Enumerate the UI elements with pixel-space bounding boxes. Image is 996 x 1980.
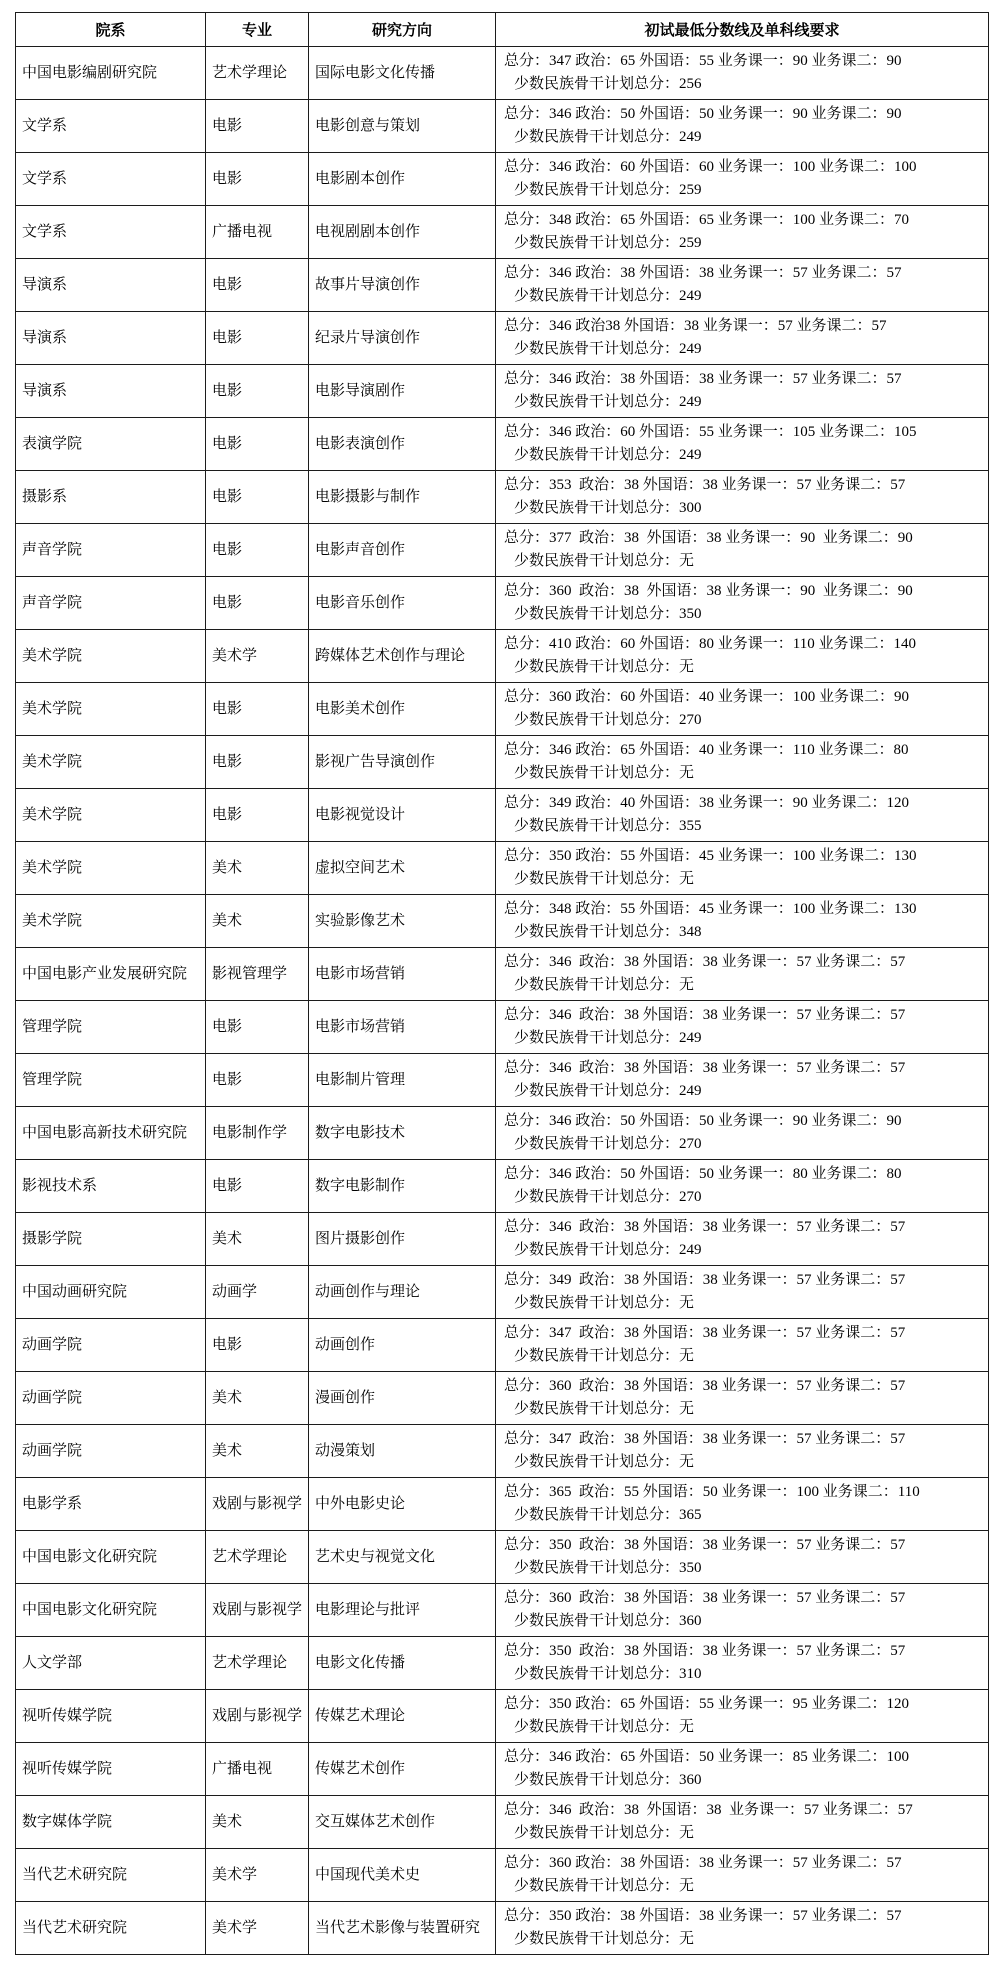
table-row (16, 1213, 989, 1266)
score-line-minority-plan: 少数民族骨干计划总分：259 (514, 235, 702, 251)
score-requirements-cell (496, 1849, 989, 1902)
department-cell: 数字媒体学院 (16, 1796, 206, 1849)
major-cell: 电影 (206, 1001, 309, 1054)
score-line-main: 总分：346 政治：65 外国语：40 业务课一：110 业务课二：80 (504, 742, 909, 758)
department-cell: 中国电影文化研究院 (16, 1584, 206, 1637)
research-direction-cell: 中国现代美术史 (309, 1849, 496, 1902)
department-cell: 电影学系 (16, 1478, 206, 1531)
major-cell: 影视管理学 (206, 948, 309, 1001)
score-line-main: 总分：347 政治：65 外国语：55 业务课一：90 业务课二：90 (504, 53, 902, 69)
research-direction-cell: 纪录片导演创作 (309, 312, 496, 365)
department-cell: 摄影学院 (16, 1213, 206, 1266)
score-requirements-cell (496, 630, 989, 683)
score-requirements-cell (496, 206, 989, 259)
score-line-main: 总分：350 政治：38 外国语：38 业务课一：57 业务课二：57 (504, 1537, 906, 1553)
research-direction-cell: 传媒艺术理论 (309, 1690, 496, 1743)
department-cell: 人文学部 (16, 1637, 206, 1690)
score-requirements-cell (496, 153, 989, 206)
table-header (16, 13, 989, 47)
col-header-department: 院系 (16, 13, 206, 47)
major-cell: 戏剧与影视学 (206, 1478, 309, 1531)
table-body (16, 47, 989, 1955)
major-cell: 戏剧与影视学 (206, 1584, 309, 1637)
score-line-minority-plan: 少数民族骨干计划总分：350 (514, 1560, 702, 1576)
score-requirements-cell (496, 100, 989, 153)
score-line-main: 总分：348 政治：55 外国语：45 业务课一：100 业务课二：130 (504, 901, 917, 917)
score-line-main: 总分：360 政治：38 外国语：38 业务课一：90 业务课二：90 (504, 583, 913, 599)
research-direction-cell: 电影摄影与制作 (309, 471, 496, 524)
major-cell: 电影制作学 (206, 1107, 309, 1160)
score-requirements-cell (496, 1690, 989, 1743)
score-line-main: 总分：346 政治：38 外国语：38 业务课一：57 业务课二：57 (504, 265, 902, 281)
major-cell: 美术 (206, 1213, 309, 1266)
table-row (16, 948, 989, 1001)
major-cell: 电影 (206, 1160, 309, 1213)
major-cell: 电影 (206, 736, 309, 789)
score-table (15, 12, 989, 1955)
score-line-minority-plan: 少数民族骨干计划总分：360 (514, 1613, 702, 1629)
major-cell: 艺术学理论 (206, 1531, 309, 1584)
department-cell: 中国电影产业发展研究院 (16, 948, 206, 1001)
table-row (16, 1266, 989, 1319)
score-line-main: 总分：346 政治：38 外国语：38 业务课一：57 业务课二：57 (504, 371, 902, 387)
department-cell: 当代艺术研究院 (16, 1849, 206, 1902)
score-line-main: 总分：348 政治：65 外国语：65 业务课一：100 业务课二：70 (504, 212, 910, 228)
score-line-minority-plan: 少数民族骨干计划总分：无 (514, 1878, 695, 1894)
research-direction-cell: 数字电影制作 (309, 1160, 496, 1213)
major-cell: 电影 (206, 471, 309, 524)
table-row (16, 630, 989, 683)
major-cell: 电影 (206, 100, 309, 153)
table-row (16, 1796, 989, 1849)
table-row (16, 418, 989, 471)
major-cell: 美术学 (206, 1902, 309, 1955)
department-cell: 影视技术系 (16, 1160, 206, 1213)
score-line-minority-plan: 少数民族骨干计划总分：259 (514, 182, 702, 198)
score-requirements-cell (496, 1425, 989, 1478)
research-direction-cell: 电影理论与批评 (309, 1584, 496, 1637)
department-cell: 管理学院 (16, 1001, 206, 1054)
major-cell: 电影 (206, 1054, 309, 1107)
department-cell: 声音学院 (16, 577, 206, 630)
table-row (16, 895, 989, 948)
score-line-main: 总分：360 政治：60 外国语：40 业务课一：100 业务课二：90 (504, 689, 910, 705)
score-line-minority-plan: 少数民族骨干计划总分：310 (514, 1666, 702, 1682)
table-row (16, 100, 989, 153)
department-cell: 当代艺术研究院 (16, 1902, 206, 1955)
score-line-main: 总分：346 政治：38 外国语：38 业务课一：57 业务课二：57 (504, 1007, 906, 1023)
research-direction-cell: 动漫策划 (309, 1425, 496, 1478)
research-direction-cell: 电影制片管理 (309, 1054, 496, 1107)
research-direction-cell: 艺术史与视觉文化 (309, 1531, 496, 1584)
table-row (16, 1001, 989, 1054)
score-requirements-cell (496, 365, 989, 418)
score-requirements-cell (496, 1160, 989, 1213)
table-row (16, 577, 989, 630)
major-cell: 电影 (206, 524, 309, 577)
score-requirements-cell (496, 736, 989, 789)
table-row (16, 1478, 989, 1531)
major-cell: 电影 (206, 153, 309, 206)
major-cell: 美术 (206, 1796, 309, 1849)
header-row (16, 13, 989, 47)
table-row (16, 524, 989, 577)
table-row (16, 1584, 989, 1637)
table-row (16, 206, 989, 259)
score-line-minority-plan: 少数民族骨干计划总分：249 (514, 1030, 702, 1046)
score-line-main: 总分：347 政治：38 外国语：38 业务课一：57 业务课二：57 (504, 1325, 906, 1341)
major-cell: 电影 (206, 259, 309, 312)
major-cell: 美术学 (206, 630, 309, 683)
score-requirements-cell (496, 842, 989, 895)
score-line-minority-plan: 少数民族骨干计划总分：无 (514, 1295, 695, 1311)
major-cell: 广播电视 (206, 1743, 309, 1796)
department-cell: 导演系 (16, 312, 206, 365)
score-line-main: 总分：346 政治：38 外国语：38 业务课一：57 业务课二：57 (504, 1802, 913, 1818)
research-direction-cell: 电影声音创作 (309, 524, 496, 577)
major-cell: 电影 (206, 683, 309, 736)
department-cell: 声音学院 (16, 524, 206, 577)
major-cell: 电影 (206, 312, 309, 365)
table-row (16, 1902, 989, 1955)
score-line-minority-plan: 少数民族骨干计划总分：无 (514, 1454, 695, 1470)
score-requirements-cell (496, 259, 989, 312)
research-direction-cell: 电影导演剧作 (309, 365, 496, 418)
score-line-main: 总分：350 政治：38 外国语：38 业务课一：57 业务课二：57 (504, 1908, 902, 1924)
department-cell: 中国电影文化研究院 (16, 1531, 206, 1584)
research-direction-cell: 交互媒体艺术创作 (309, 1796, 496, 1849)
research-direction-cell: 故事片导演创作 (309, 259, 496, 312)
major-cell: 电影 (206, 365, 309, 418)
score-line-main: 总分：347 政治：38 外国语：38 业务课一：57 业务课二：57 (504, 1431, 906, 1447)
table-row (16, 1690, 989, 1743)
research-direction-cell: 中外电影史论 (309, 1478, 496, 1531)
table-row (16, 683, 989, 736)
score-line-main: 总分：349 政治：40 外国语：38 业务课一：90 业务课二：120 (504, 795, 910, 811)
score-requirements-cell (496, 524, 989, 577)
score-line-main: 总分：346 政治：50 外国语：50 业务课一：80 业务课二：80 (504, 1166, 902, 1182)
major-cell: 美术 (206, 1372, 309, 1425)
score-line-minority-plan: 少数民族骨干计划总分：无 (514, 1348, 695, 1364)
department-cell: 中国动画研究院 (16, 1266, 206, 1319)
score-requirements-cell (496, 1001, 989, 1054)
score-line-minority-plan: 少数民族骨干计划总分：270 (514, 712, 702, 728)
table-row (16, 365, 989, 418)
major-cell: 电影 (206, 1319, 309, 1372)
score-line-main: 总分：346 政治38 外国语：38 业务课一：57 业务课二：57 (504, 318, 887, 334)
score-line-minority-plan: 少数民族骨干计划总分：249 (514, 1242, 702, 1258)
table-row (16, 1849, 989, 1902)
score-line-main: 总分：346 政治：38 外国语：38 业务课一：57 业务课二：57 (504, 954, 906, 970)
research-direction-cell: 当代艺术影像与装置研究 (309, 1902, 496, 1955)
table-row (16, 1743, 989, 1796)
table-row (16, 842, 989, 895)
table-row (16, 736, 989, 789)
research-direction-cell: 传媒艺术创作 (309, 1743, 496, 1796)
score-line-main: 总分：346 政治：60 外国语：55 业务课一：105 业务课二：105 (504, 424, 917, 440)
department-cell: 管理学院 (16, 1054, 206, 1107)
research-direction-cell: 电影美术创作 (309, 683, 496, 736)
score-requirements-cell (496, 1584, 989, 1637)
research-direction-cell: 漫画创作 (309, 1372, 496, 1425)
research-direction-cell: 跨媒体艺术创作与理论 (309, 630, 496, 683)
department-cell: 美术学院 (16, 789, 206, 842)
score-requirements-cell (496, 1743, 989, 1796)
score-line-minority-plan: 少数民族骨干计划总分：无 (514, 553, 695, 569)
research-direction-cell: 电视剧剧本创作 (309, 206, 496, 259)
score-requirements-cell (496, 471, 989, 524)
score-line-minority-plan: 少数民族骨干计划总分：350 (514, 606, 702, 622)
research-direction-cell: 数字电影技术 (309, 1107, 496, 1160)
score-line-main: 总分：377 政治：38 外国语：38 业务课一：90 业务课二：90 (504, 530, 913, 546)
department-cell: 中国电影高新技术研究院 (16, 1107, 206, 1160)
score-line-main: 总分：346 政治：50 外国语：50 业务课一：90 业务课二：90 (504, 1113, 902, 1129)
table-row (16, 1107, 989, 1160)
score-requirements-cell (496, 683, 989, 736)
score-line-minority-plan: 少数民族骨干计划总分：249 (514, 1083, 702, 1099)
department-cell: 中国电影编剧研究院 (16, 47, 206, 100)
department-cell: 动画学院 (16, 1319, 206, 1372)
score-line-minority-plan: 少数民族骨干计划总分：256 (514, 76, 702, 92)
score-line-main: 总分：350 政治：65 外国语：55 业务课一：95 业务课二：120 (504, 1696, 910, 1712)
score-requirements-cell (496, 1266, 989, 1319)
score-line-main: 总分：410 政治：60 外国语：80 业务课一：110 业务课二：140 (504, 636, 916, 652)
score-requirements-cell (496, 789, 989, 842)
major-cell: 美术学 (206, 1849, 309, 1902)
score-line-minority-plan: 少数民族骨干计划总分：无 (514, 1401, 695, 1417)
table-row (16, 153, 989, 206)
research-direction-cell: 电影视觉设计 (309, 789, 496, 842)
research-direction-cell: 动画创作与理论 (309, 1266, 496, 1319)
score-requirements-cell (496, 1054, 989, 1107)
score-requirements-cell (496, 47, 989, 100)
score-requirements-cell (496, 1478, 989, 1531)
research-direction-cell: 虚拟空间艺术 (309, 842, 496, 895)
research-direction-cell: 国际电影文化传播 (309, 47, 496, 100)
department-cell: 文学系 (16, 206, 206, 259)
department-cell: 动画学院 (16, 1425, 206, 1478)
score-requirements-cell (496, 1637, 989, 1690)
research-direction-cell: 电影市场营销 (309, 1001, 496, 1054)
score-line-main: 总分：360 政治：38 外国语：38 业务课一：57 业务课二：57 (504, 1855, 902, 1871)
department-cell: 美术学院 (16, 895, 206, 948)
score-line-main: 总分：350 政治：55 外国语：45 业务课一：100 业务课二：130 (504, 848, 917, 864)
score-requirements-cell (496, 577, 989, 630)
col-header-score-requirements: 初试最低分数线及单科线要求 (496, 13, 989, 47)
research-direction-cell: 电影音乐创作 (309, 577, 496, 630)
department-cell: 美术学院 (16, 736, 206, 789)
score-requirements-cell (496, 418, 989, 471)
major-cell: 美术 (206, 895, 309, 948)
department-cell: 表演学院 (16, 418, 206, 471)
major-cell: 艺术学理论 (206, 47, 309, 100)
table-row (16, 1054, 989, 1107)
department-cell: 视听传媒学院 (16, 1743, 206, 1796)
score-line-minority-plan: 少数民族骨干计划总分：249 (514, 394, 702, 410)
score-requirements-cell (496, 1107, 989, 1160)
major-cell: 戏剧与影视学 (206, 1690, 309, 1743)
score-line-main: 总分：349 政治：38 外国语：38 业务课一：57 业务课二：57 (504, 1272, 906, 1288)
major-cell: 电影 (206, 789, 309, 842)
major-cell: 艺术学理论 (206, 1637, 309, 1690)
major-cell: 电影 (206, 577, 309, 630)
major-cell: 动画学 (206, 1266, 309, 1319)
research-direction-cell: 电影创意与策划 (309, 100, 496, 153)
score-requirements-cell (496, 948, 989, 1001)
table-row (16, 1425, 989, 1478)
department-cell: 视听传媒学院 (16, 1690, 206, 1743)
score-line-minority-plan: 少数民族骨干计划总分：249 (514, 288, 702, 304)
major-cell: 美术 (206, 842, 309, 895)
score-line-minority-plan: 少数民族骨干计划总分：348 (514, 924, 702, 940)
score-requirements-cell (496, 312, 989, 365)
score-line-main: 总分：360 政治：38 外国语：38 业务课一：57 业务课二：57 (504, 1590, 906, 1606)
score-line-minority-plan: 少数民族骨干计划总分：249 (514, 129, 702, 145)
score-line-minority-plan: 少数民族骨干计划总分：249 (514, 447, 702, 463)
score-line-main: 总分：360 政治：38 外国语：38 业务课一：57 业务课二：57 (504, 1378, 906, 1394)
research-direction-cell: 影视广告导演创作 (309, 736, 496, 789)
score-line-main: 总分：346 政治：38 外国语：38 业务课一：57 业务课二：57 (504, 1060, 906, 1076)
department-cell: 美术学院 (16, 842, 206, 895)
score-line-minority-plan: 少数民族骨干计划总分：无 (514, 1931, 695, 1947)
major-cell: 电影 (206, 418, 309, 471)
score-line-minority-plan: 少数民族骨干计划总分：270 (514, 1136, 702, 1152)
score-line-minority-plan: 少数民族骨干计划总分：无 (514, 977, 695, 993)
table-row (16, 1531, 989, 1584)
score-requirements-cell (496, 1213, 989, 1266)
department-cell: 导演系 (16, 259, 206, 312)
table-row (16, 47, 989, 100)
score-line-main: 总分：346 政治：38 外国语：38 业务课一：57 业务课二：57 (504, 1219, 906, 1235)
department-cell: 动画学院 (16, 1372, 206, 1425)
col-header-research-direction: 研究方向 (309, 13, 496, 47)
department-cell: 文学系 (16, 100, 206, 153)
score-requirements-cell (496, 1902, 989, 1955)
score-line-main: 总分：365 政治：55 外国语：50 业务课一：100 业务课二：110 (504, 1484, 920, 1500)
table-row (16, 1637, 989, 1690)
research-direction-cell: 电影市场营销 (309, 948, 496, 1001)
score-line-main: 总分：353 政治：38 外国语：38 业务课一：57 业务课二：57 (504, 477, 906, 493)
research-direction-cell: 电影文化传播 (309, 1637, 496, 1690)
score-line-main: 总分：346 政治：65 外国语：50 业务课一：85 业务课二：100 (504, 1749, 910, 1765)
score-line-minority-plan: 少数民族骨干计划总分：249 (514, 341, 702, 357)
research-direction-cell: 电影剧本创作 (309, 153, 496, 206)
score-line-main: 总分：346 政治：60 外国语：60 业务课一：100 业务课二：100 (504, 159, 917, 175)
score-line-minority-plan: 少数民族骨干计划总分：无 (514, 871, 695, 887)
table-row (16, 471, 989, 524)
research-direction-cell: 图片摄影创作 (309, 1213, 496, 1266)
major-cell: 美术 (206, 1425, 309, 1478)
research-direction-cell: 动画创作 (309, 1319, 496, 1372)
table-row (16, 1319, 989, 1372)
table-row (16, 1160, 989, 1213)
col-header-major: 专业 (206, 13, 309, 47)
score-line-minority-plan: 少数民族骨干计划总分：360 (514, 1772, 702, 1788)
score-requirements-cell (496, 1796, 989, 1849)
score-requirements-cell (496, 1319, 989, 1372)
table-row (16, 789, 989, 842)
score-requirements-cell (496, 1372, 989, 1425)
score-requirements-cell (496, 1531, 989, 1584)
score-line-minority-plan: 少数民族骨干计划总分：无 (514, 1825, 695, 1841)
table-row (16, 1372, 989, 1425)
score-line-minority-plan: 少数民族骨干计划总分：300 (514, 500, 702, 516)
score-line-main: 总分：346 政治：50 外国语：50 业务课一：90 业务课二：90 (504, 106, 902, 122)
score-line-minority-plan: 少数民族骨干计划总分：355 (514, 818, 702, 834)
score-line-minority-plan: 少数民族骨干计划总分：365 (514, 1507, 702, 1523)
department-cell: 美术学院 (16, 683, 206, 736)
score-line-main: 总分：350 政治：38 外国语：38 业务课一：57 业务课二：57 (504, 1643, 906, 1659)
score-line-minority-plan: 少数民族骨干计划总分：无 (514, 1719, 695, 1735)
score-requirements-cell (496, 895, 989, 948)
table-row (16, 259, 989, 312)
research-direction-cell: 实验影像艺术 (309, 895, 496, 948)
major-cell: 广播电视 (206, 206, 309, 259)
department-cell: 导演系 (16, 365, 206, 418)
score-line-minority-plan: 少数民族骨干计划总分：无 (514, 765, 695, 781)
score-line-minority-plan: 少数民族骨干计划总分：270 (514, 1189, 702, 1205)
department-cell: 文学系 (16, 153, 206, 206)
table-row (16, 312, 989, 365)
research-direction-cell: 电影表演创作 (309, 418, 496, 471)
department-cell: 美术学院 (16, 630, 206, 683)
department-cell: 摄影系 (16, 471, 206, 524)
score-line-minority-plan: 少数民族骨干计划总分：无 (514, 659, 695, 675)
